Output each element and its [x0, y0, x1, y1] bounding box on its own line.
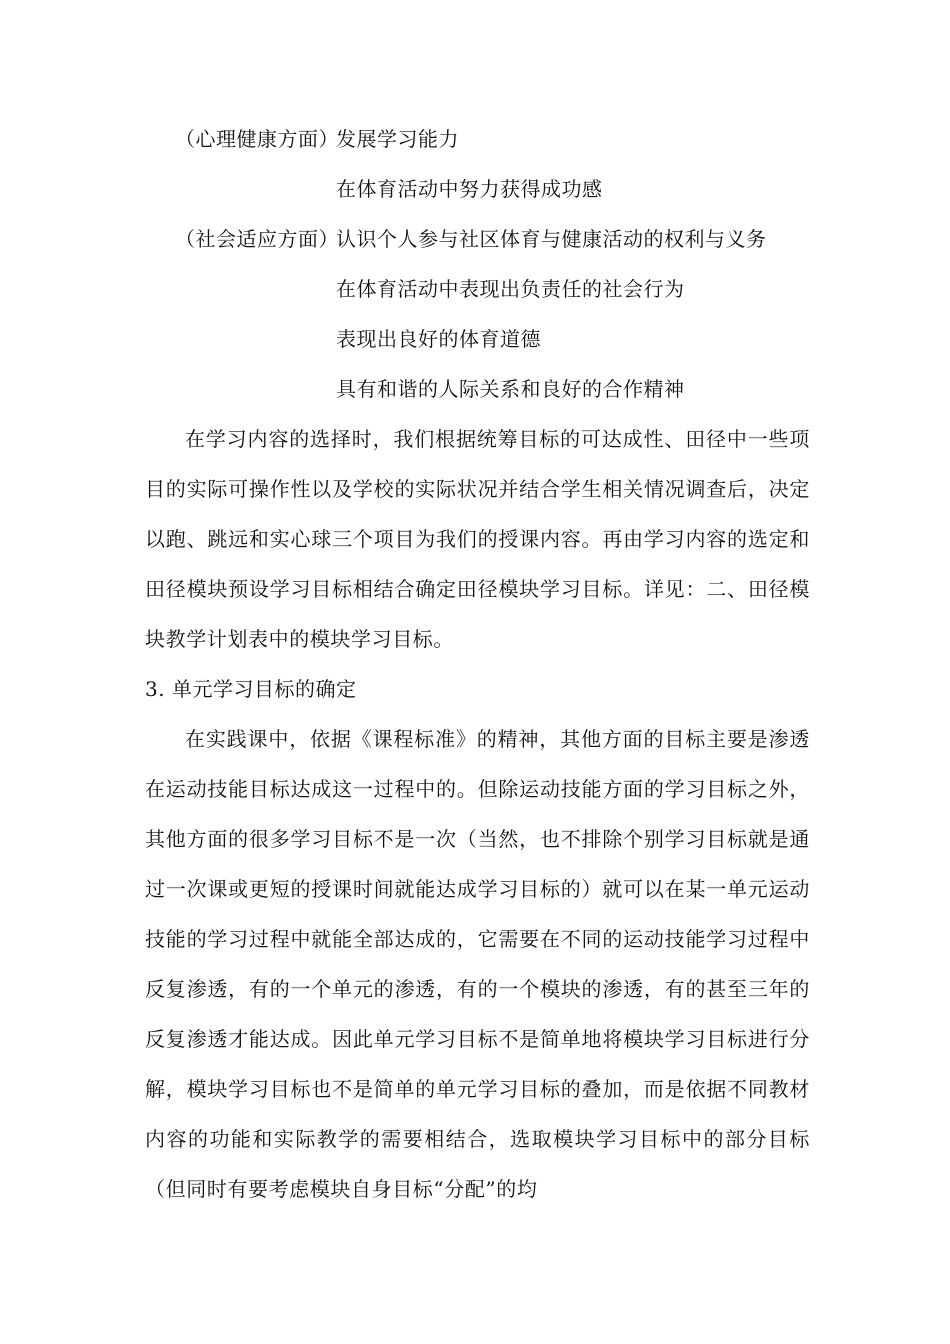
social-goal-item: 在体育活动中表现出负责任的社会行为: [336, 277, 685, 301]
social-goal-item: 具有和谐的人际关系和良好的合作精神: [336, 377, 685, 401]
section-heading: 3. 单元学习目标的确定: [145, 677, 357, 701]
social-goal-item: 表现出良好的体育道德: [336, 327, 541, 351]
psych-goal-item: 在体育活动中努力获得成功感: [336, 177, 603, 201]
psych-category-label: （心理健康方面）: [175, 127, 339, 151]
psych-goal-item: 发展学习能力: [336, 127, 459, 151]
social-goal-item: 认识个人参与社区体育与健康活动的权利与义务: [336, 227, 767, 251]
social-category-label: （社会适应方面）: [175, 227, 339, 251]
content-selection-paragraph: 在学习内容的选择时，我们根据统筹目标的可达成性、田径中一些项目的实际可操作性以及学校的实际状况并结合学生相关情况调查后，决定以跑、跳远和实心球三个项目为我们的授课内容。再由学习内容的选定和田径模块预设学习目标相结合确定田径模块学习目标。详见：二、田径模块教学计划表中的模块学习目标。: [145, 427, 810, 651]
unit-goals-paragraph: 在实践课中，依据《课程标准》的精神，其他方面的目标主要是渗透在运动技能目标达成这一过程中的。但除运动技能方面的学习目标之外，其他方面的很多学习目标不是一次（当然，也不排除个别学习目标就是通过一次课或更短的授课时间就能达成学习目标的）就可以在某一单元运动技能的学习过程中就能全部达成的，它需要在不同的运动技能学习过程中反复渗透，有的一个单元的渗透，有的一个模块的渗透，有的甚至三年的反复渗透才能达成。因此单元学习目标不是简单地将模块学习目标进行分解，模块学习目标也不是简单的单元学习目标的叠加，而是依据不同教材内容的功能和实际教学的需要相结合，选取模块学习目标中的部分目标（但同时有要考虑模块自身目标“分配”的均: [145, 727, 810, 1201]
